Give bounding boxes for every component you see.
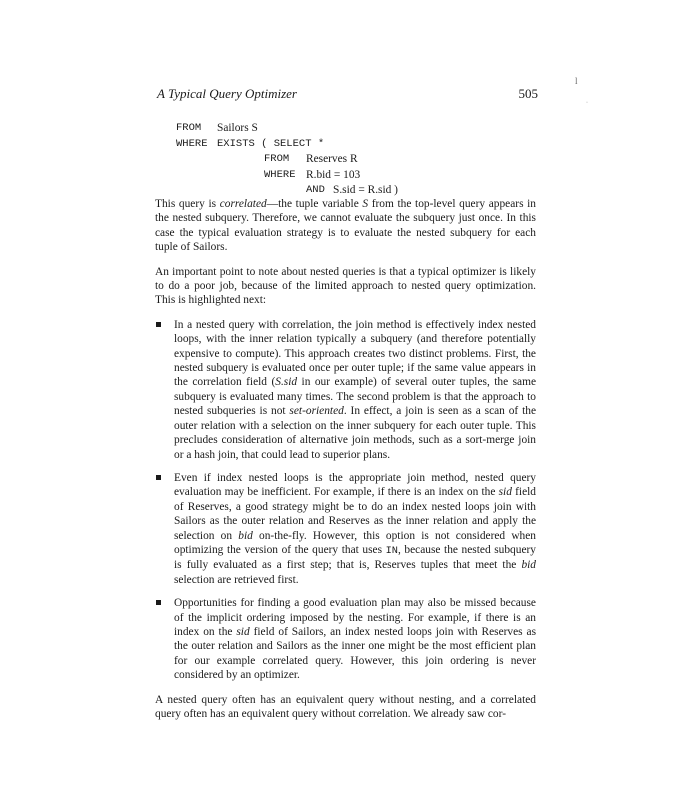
list-item: Opportunities for finding a good evaluation plan may also be missed because of the implicit ordering imposed by the nesting. For example, if there is an index on the sid field of Sailors, an index nested loops join with Reserves as the outer relation and Sailors as the inner one might be the most efficient plan for our example correlated query. However, this join ordering is never considered by an optimizer. bbox=[155, 596, 536, 682]
sql-text: Reserves R bbox=[306, 153, 358, 165]
list-item: Even if index nested loops is the appropriate join method, nested query evaluation may be inefficient. For example, if there is an index on the sid field of Reserves, a good strategy might be to do an index nested loops join with Sailors as the outer relation and Reserves as the inner relation and apply the selection on bid on-the-fly. However, this option is not considered when optimizing the version of the query that uses IN, because the nested subquery is fully evaluated as a first step; that is, Reserves tuples that meet the bid selection are retrieved first. bbox=[155, 471, 536, 587]
paragraph-important-point: An important point to note about nested queries is that a typical optimizer is likely to do a poor job, because of the limited approach to nested query optimization. This is highlighted next: bbox=[155, 265, 536, 307]
sql-keyword: AND bbox=[306, 184, 325, 196]
bullet-icon bbox=[156, 600, 161, 605]
chapter-title: A Typical Query Optimizer bbox=[157, 86, 297, 101]
running-header bbox=[157, 86, 538, 102]
sql-text: Sailors S bbox=[217, 122, 258, 134]
code-line bbox=[176, 168, 398, 184]
bullet-icon bbox=[156, 475, 161, 480]
sql-text: R.bid = 103 bbox=[306, 168, 361, 181]
bullet-icon bbox=[156, 322, 161, 327]
sql-code-block bbox=[176, 121, 398, 199]
code-line bbox=[176, 121, 398, 137]
margin-dot: · bbox=[586, 100, 588, 106]
body-text bbox=[155, 197, 536, 731]
margin-mark: l bbox=[575, 76, 578, 86]
sql-text: EXISTS ( SELECT * bbox=[217, 137, 325, 150]
sql-keyword: WHERE bbox=[176, 137, 208, 150]
paragraph-correlated: This query is correlated—the tuple variable S from the top-level query appears in the nested subquery. Therefore, we cannot evaluate the subquery just once. In this case the typical evaluation strategy is to evaluate the nested subquery for each tuple of Sailors. bbox=[155, 198, 537, 254]
sql-keyword: FROM bbox=[176, 122, 202, 134]
code-line bbox=[176, 137, 398, 153]
sql-keyword: FROM bbox=[264, 153, 290, 165]
page-number: 505 bbox=[518, 86, 538, 101]
bullet-list bbox=[155, 318, 536, 683]
sql-text: S.sid = R.sid ) bbox=[333, 184, 398, 196]
list-item: In a nested query with correlation, the join method is effectively index nested loops, with the inner relation typically a subquery (and therefore potentially expensive to compute). This approach creates two distinct problems. First, the nested subquery is evaluated once per outer tuple; if the same value appears in the correlation field (S.sid in our example) of several outer tuples, the same subquery is evaluated many times. The second problem is that the approach to nested subqueries is not set-oriented. In effect, a join is seen as a scan of the outer relation with a selection on the inner subquery for each outer tuple. This precludes consideration of alternative join methods, such as a sort-merge join or a hash join, that could lead to superior plans. bbox=[155, 318, 536, 462]
sql-keyword: WHERE bbox=[264, 168, 296, 181]
code-line bbox=[176, 152, 398, 168]
paragraph-equivalent-query: A nested query often has an equivalent query without nesting, and a correlated query often has an equivalent query without correlation. We already saw cor- bbox=[155, 693, 536, 720]
